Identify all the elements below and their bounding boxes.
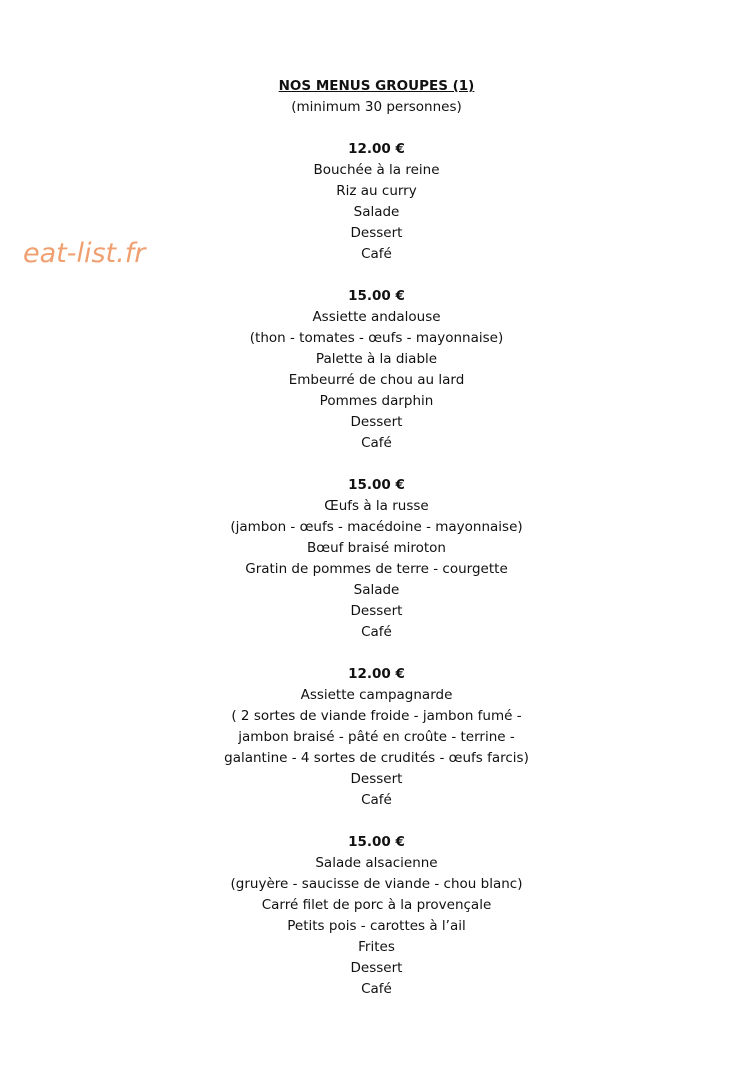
- menu-item: (gruyère - saucisse de viande - chou blanc): [230, 876, 523, 892]
- menu-item: Dessert: [350, 225, 403, 241]
- menu-item: Petits pois - carottes à l’ail: [287, 918, 466, 934]
- menu-block-5: [0, 832, 753, 1000]
- menu-item: Palette à la diable: [315, 351, 438, 367]
- menu-item: Café: [361, 435, 392, 451]
- menu-item: Dessert: [350, 603, 403, 619]
- menu-item: Pommes darphin: [319, 393, 434, 409]
- menu-price: 15.00 €: [348, 834, 405, 850]
- menu-item: Assiette campagnarde: [300, 687, 453, 703]
- menu-item: (jambon - œufs - macédoine - mayonnaise): [230, 519, 523, 535]
- menu-item: jambon braisé - pâté en croûte - terrine -: [238, 729, 515, 745]
- menu-block-2: [0, 286, 753, 454]
- menu-item: galantine - 4 sortes de crudités - œufs farcis): [224, 750, 529, 766]
- menu-item: Embeurré de chou au lard: [288, 372, 465, 388]
- menu-item: Dessert: [350, 960, 403, 976]
- menu-item: Riz au curry: [336, 183, 417, 199]
- menu-item: Salade: [353, 582, 400, 598]
- menu-item: Salade alsacienne: [315, 855, 438, 871]
- menu-block-3: [0, 475, 753, 643]
- page-title: NOS MENUS GROUPES (1): [278, 78, 475, 94]
- menu-price: 15.00 €: [348, 477, 405, 493]
- menu-item: Dessert: [350, 414, 403, 430]
- menu-block-1: [0, 139, 753, 265]
- menu-item: Café: [361, 624, 392, 640]
- menu-document: [0, 76, 753, 1000]
- menu-item: (thon - tomates - œufs - mayonnaise): [249, 330, 504, 346]
- menu-item: Œufs à la russe: [324, 498, 429, 514]
- menu-item: Café: [361, 792, 392, 808]
- menu-price: 12.00 €: [348, 666, 405, 682]
- menu-price: 15.00 €: [348, 288, 405, 304]
- menu-item: ( 2 sortes de viande froide - jambon fumé -: [231, 708, 522, 724]
- menu-block-4: [0, 664, 753, 811]
- menu-item: Gratin de pommes de terre - courgette: [245, 561, 508, 577]
- menu-item: Salade: [353, 204, 400, 220]
- menu-item: Frites: [358, 939, 395, 955]
- watermark-text: eat-list.fr: [23, 238, 146, 269]
- menu-item: Café: [361, 981, 392, 997]
- menu-item: Carré filet de porc à la provençale: [261, 897, 492, 913]
- page-subtitle: (minimum 30 personnes): [291, 99, 462, 115]
- menu-item: Assiette andalouse: [312, 309, 441, 325]
- menu-item: Bœuf braisé miroton: [307, 540, 446, 556]
- menu-price: 12.00 €: [348, 141, 405, 157]
- menu-item: Café: [361, 246, 392, 262]
- menu-item: Bouchée à la reine: [313, 162, 440, 178]
- menu-item: Dessert: [350, 771, 403, 787]
